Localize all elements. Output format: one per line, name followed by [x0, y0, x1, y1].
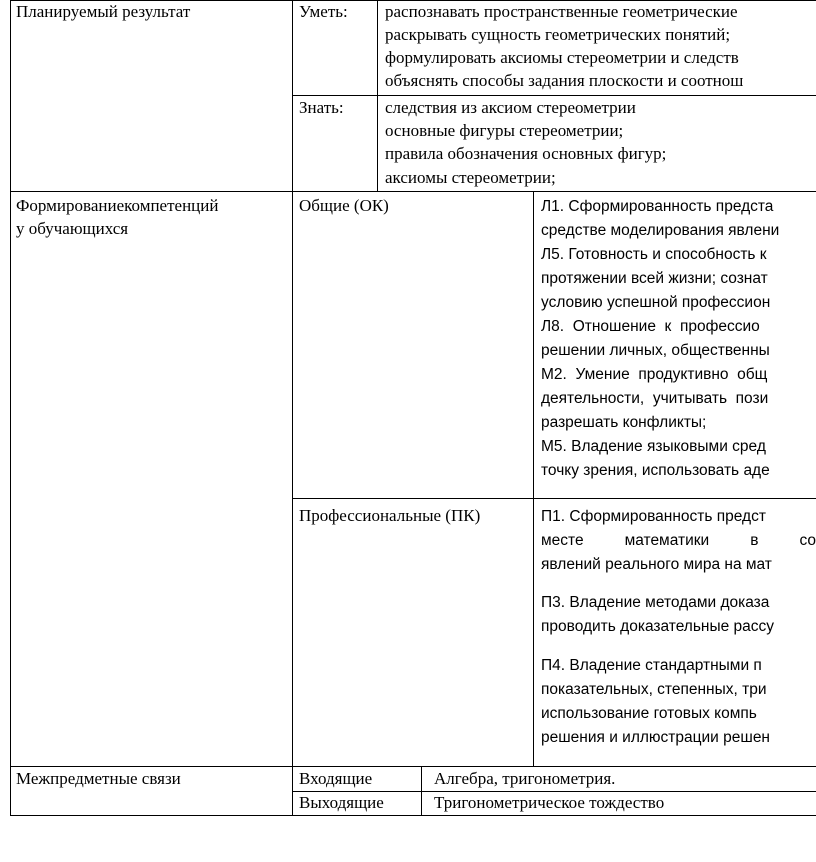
competencies-label-line: Формированиекомпетенций [16, 196, 219, 215]
professional-competency-line-justified [541, 530, 816, 552]
umet-line: раскрывать сущность геометрических понятий; [385, 25, 731, 44]
professional-competency-line: П1. Сформированность предст [541, 508, 766, 525]
general-competency-line: протяжении всей жизни; сознат [541, 270, 768, 287]
professional-competency-line: явлений реального мира на мат [541, 556, 772, 573]
general-competency-line: М5. Владение языковыми сред [541, 438, 766, 455]
znat-line: следствия из аксиом стереометрии [385, 98, 636, 117]
general-competency-line: Л8. Отношение к профессио [541, 318, 760, 335]
general-competency-line: точку зрения, использовать аде [541, 462, 770, 479]
table-border-left [10, 0, 11, 816]
znat-line: аксиомы стереометрии; [385, 168, 556, 187]
professional-competency-line: использование готовых компь [541, 705, 757, 722]
znat-line: правила обозначения основных фигур; [385, 144, 667, 163]
znat-label: Знать: [299, 98, 344, 117]
justified-word: месте [541, 532, 584, 549]
general-competency-line: средстве моделирования явлени [541, 222, 780, 239]
column-divider-competency-labels [533, 191, 534, 767]
table-border-bottom [10, 815, 816, 816]
general-competency-line: Л1. Сформированность предста [541, 198, 774, 215]
competencies-label-line: у обучающихся [16, 219, 129, 238]
column-divider-link-labels [421, 766, 422, 816]
znat-line: основные фигуры стереометрии; [385, 121, 624, 140]
professional-competencies-label: Профессиональные (ПК) [299, 506, 481, 525]
general-competency-line: Л5. Готовность и способность к [541, 246, 767, 263]
justified-word: в [750, 532, 759, 549]
umet-line: распознавать пространственные геометрические [385, 2, 738, 21]
professional-competency-line: П4. Владение стандартными п [541, 657, 762, 674]
row-divider-umet-znat [292, 95, 816, 96]
incoming-links-value: Алгебра, тригонометрия. [434, 769, 616, 788]
general-competencies-label: Общие (ОК) [299, 196, 389, 215]
outgoing-links-label: Выходящие [299, 793, 384, 812]
outgoing-links-value: Тригонометрическое тождество [434, 793, 665, 812]
justified-word: со [799, 532, 816, 549]
planned-result-label: Планируемый результат [16, 2, 191, 21]
general-competency-line: М2. Умение продуктивно общ [541, 366, 768, 383]
general-competency-line: условию успешной профессион [541, 294, 771, 311]
general-competency-line: решении личных, общественны [541, 342, 770, 359]
column-divider-main [292, 0, 293, 816]
justified-word: математики [624, 532, 710, 549]
general-competency-line: деятельности, учитывать пози [541, 390, 769, 407]
row-divider-general-professional [292, 498, 816, 499]
column-divider-result-labels [377, 0, 378, 192]
professional-competency-line: решения и иллюстрации решен [541, 729, 770, 746]
umet-label: Уметь: [299, 2, 348, 21]
umet-line: объяснять способы задания плоскости и соотнош [385, 71, 744, 90]
professional-competency-line: П3. Владение методами доказа [541, 594, 770, 611]
professional-competency-line: показательных, степенных, три [541, 681, 767, 698]
professional-competency-line: проводить доказательные рассу [541, 618, 775, 635]
row-divider-competencies-links [10, 766, 816, 767]
row-divider-result-competencies [10, 191, 816, 192]
general-competency-line: разрешать конфликты; [541, 414, 707, 431]
interdisciplinary-links-label: Межпредметные связи [16, 769, 181, 788]
umet-line: формулировать аксиомы стереометрии и следств [385, 48, 739, 67]
incoming-links-label: Входящие [299, 769, 373, 788]
